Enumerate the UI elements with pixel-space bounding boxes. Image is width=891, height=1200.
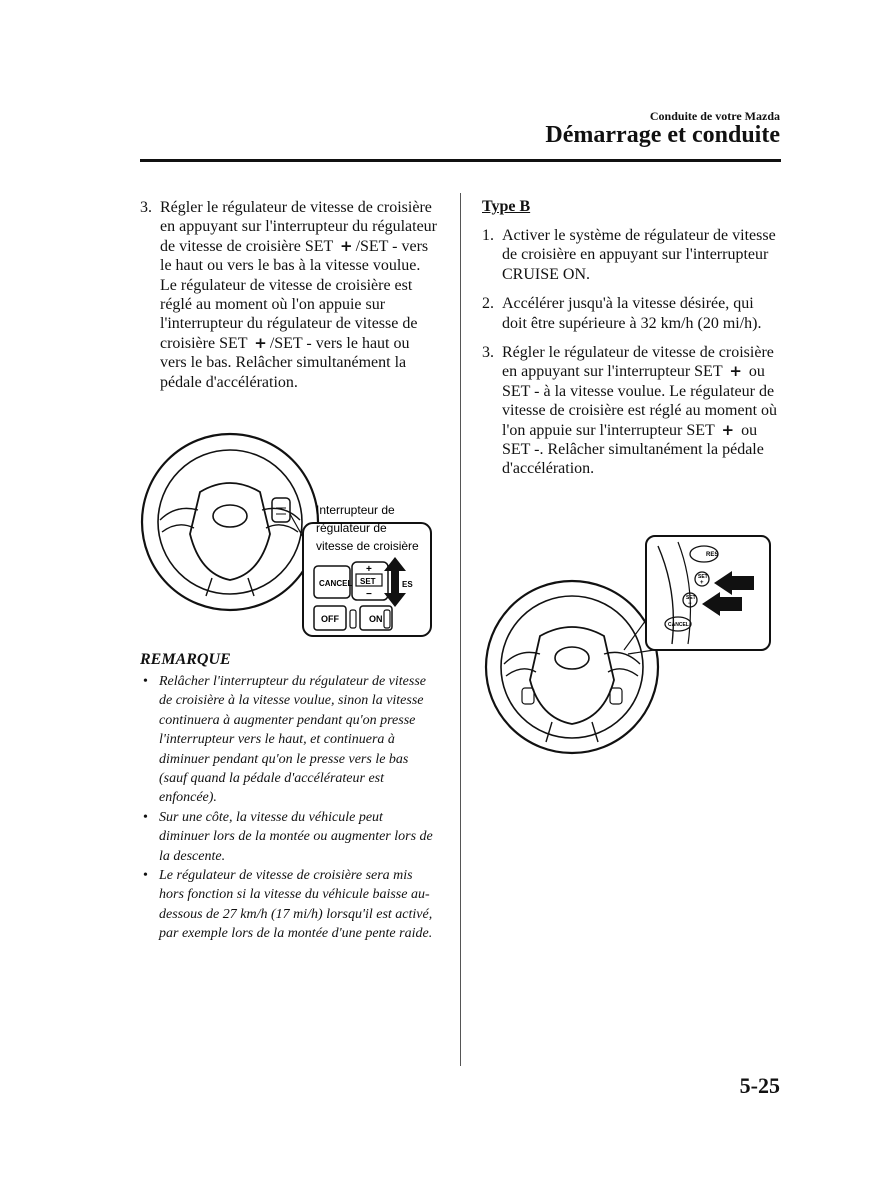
plus-icon: + [729, 362, 742, 381]
right-step-3 [482, 343, 782, 479]
wheel-rim-outer [142, 434, 318, 610]
wheel-emblem [213, 505, 247, 527]
steering-wheel-figure-type-a [140, 424, 440, 646]
bullet-icon: • [143, 809, 148, 825]
page-number: 5-25 [739, 1073, 780, 1098]
callout-leader [624, 620, 646, 650]
bullet-icon: • [143, 674, 148, 689]
note-list [140, 672, 435, 944]
step-number: 3. [140, 199, 152, 216]
note-item: • Sur une côte, la vitesse du véhicule peut diminuer lors de la montée ou augmenter lors de la descente. [143, 809, 433, 864]
note-item: • Relâcher l'interrupteur du régulateur de vitesse de croisière à la vitesse voulue, sinon la vitesse continuera à augmenter pendant qu'on presse l'interrupteur vers le haut, et continuera à diminuer pendant qu'on le presse vers le bas (sauf quand la pédale d'accélérateur est enfoncée). [143, 674, 426, 806]
on-label: ON [369, 614, 383, 624]
res-label: RES [706, 552, 719, 558]
cancel-label: CANCEL [668, 622, 689, 628]
set-label: SET [360, 577, 376, 586]
wheel-emblem [555, 647, 589, 669]
wheel-rim-outer [486, 581, 658, 753]
plus-icon: + [721, 420, 735, 439]
callout-label-line2: régulateur de [316, 521, 387, 535]
cruise-switch-small [272, 498, 290, 522]
steering-wheel-figure-type-b [482, 532, 782, 756]
cancel-label: CANCEL [319, 579, 353, 588]
set-minus-symbol: − [688, 601, 692, 607]
res-label-partial: ES [402, 580, 413, 589]
step-text: Accélérer jusqu'à la vitesse désirée, qui doit être supérieure à 32 km/h (20 mi/h). [502, 295, 762, 332]
column-divider [460, 193, 461, 1066]
header-rule [140, 159, 781, 162]
type-heading: Type B [482, 198, 531, 215]
plus-icon: + [254, 333, 267, 352]
plus-icon: + [339, 236, 353, 255]
section-label: Conduite de votre Mazda [649, 109, 780, 123]
step-text: Activer le système de régulateur de vitesse de croisière en appuyant sur l'interrupteur CRUISE ON. [502, 227, 776, 283]
wheel-hub [530, 627, 614, 724]
set-plus-symbol: + [366, 564, 372, 575]
right-step-2 [482, 294, 782, 333]
left-step-3 [140, 198, 440, 392]
set-minus-label: SET [686, 595, 696, 601]
chapter-title: Démarrage et conduite [545, 122, 780, 148]
set-minus-symbol: − [366, 589, 372, 600]
wheel-rim-inner [501, 596, 643, 738]
step-number: 1. [482, 227, 494, 244]
callout-label-line3: vitesse de croisière [316, 539, 419, 553]
left-column [140, 198, 440, 402]
note-item: • Le régulateur de vitesse de croisière sera mis hors fonction si la vitesse du véhicule baisse au-dessous de 27 km/h (17 mi/h) lorsqu'il est activé, par exemple lors de la montée d'une pente raide. [143, 868, 433, 942]
callout-label-line1: Interrupteur de [316, 503, 395, 517]
step-number: 2. [482, 295, 494, 313]
set-plus-symbol: + [700, 580, 704, 586]
step-number: 3. [482, 344, 494, 362]
set-plus-label: SET [698, 574, 708, 580]
step-text: Régler le régulateur de vitesse de croisière en appuyant sur l'interrupteur du régulateur de vitesse de croisière SET + /SET - vers le haut ou vers le bas à la vitesse voulue. Le régulateur de vitesse de croisière est réglé au moment où l'on appuie sur l'interrupteur du régulateur de vitesse de croisière SET + /SET - vers le haut ou vers le bas. Relâcher simultanément la pédale d'accélération. [160, 199, 438, 391]
right-step-1 [482, 226, 782, 284]
step-text: Régler le régulateur de vitesse de croisière en appuyant sur l'interrupteur SET + ou SET - à la vitesse voulue. Le régulateur de vitesse de croisière est réglé au moment où l'on appuie sur l'interrupteur SET + ou SET -. Relâcher simultanément la pédale d'accélération. [502, 344, 778, 478]
off-label: OFF [321, 614, 339, 624]
note-title: REMARQUE [140, 651, 231, 668]
wheel-hub [190, 483, 270, 580]
bullet-icon: • [143, 868, 148, 884]
right-column [482, 198, 782, 489]
